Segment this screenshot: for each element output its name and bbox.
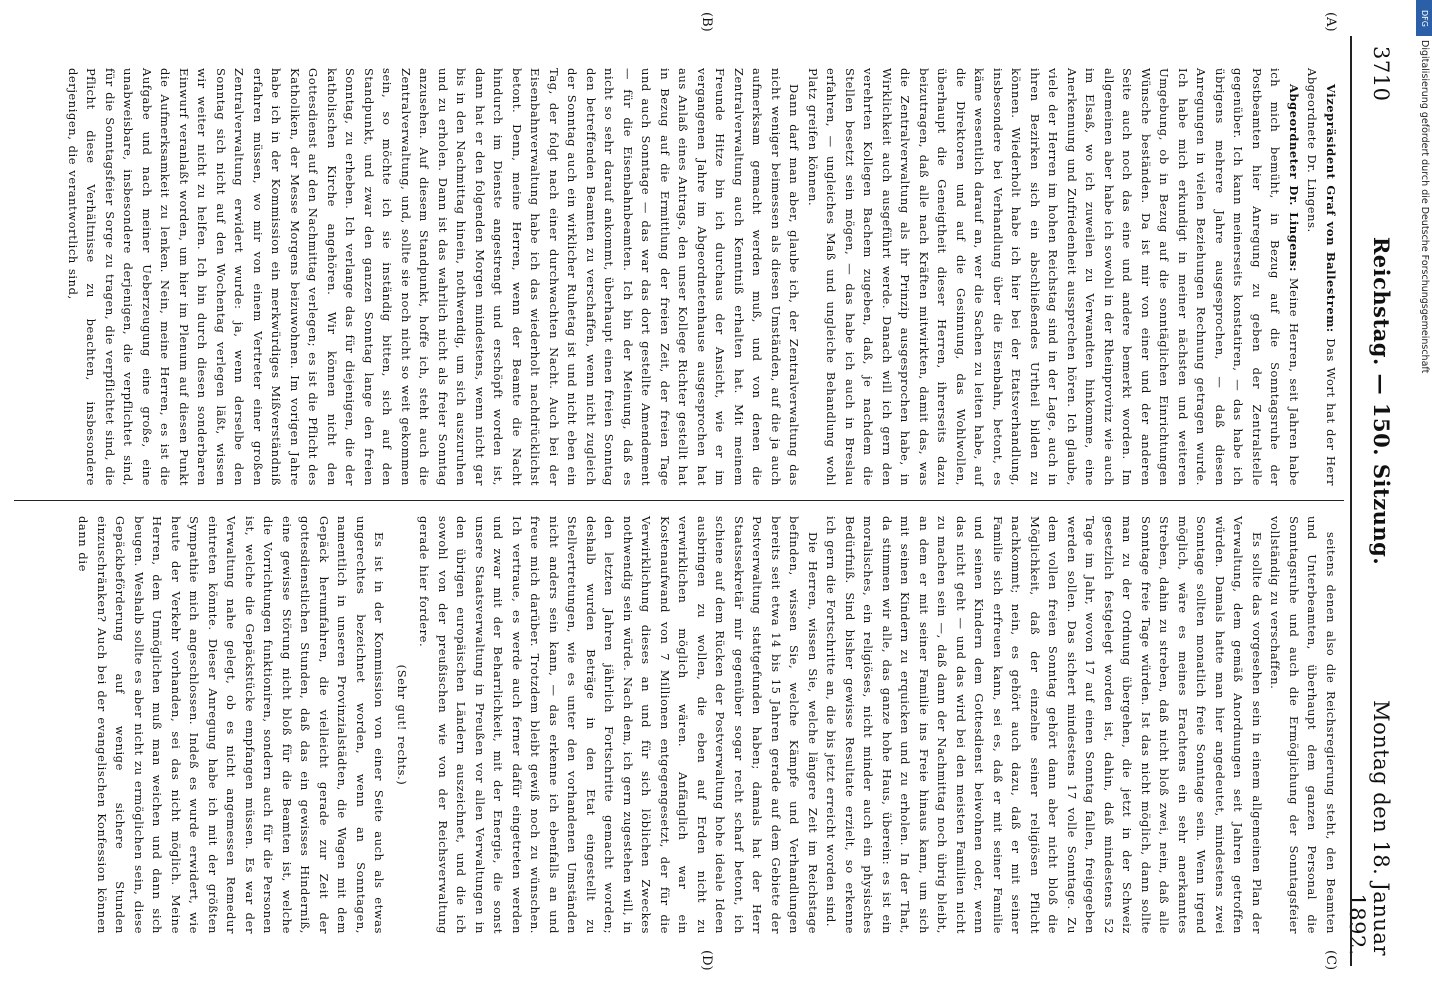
left-text-column	[64, 68, 1341, 486]
speaker-name: Vizepräsident Graf von Ballestrem:	[1324, 84, 1338, 333]
right-text-column	[74, 516, 1340, 934]
page-number: 3710	[1369, 46, 1393, 102]
paragraph-text: Es ist in der Kommission von einer Seite auch als etwas ungerechtes bezeichnet worden, wenn an Sonntagen, namentlich in unseren Provinzialstädten, die Wagen mit dem Gepäck herumfahren, die vielleicht gerade zur Zeit der gottesdienstlichen Stunden, daß das ein gewisses Hinderniß, eine gewisse Störung nicht bloß für die Beamten ist, welche die Vorrichtungen funktioniren, sondern auch für die Personen ist, welche die Gepäckstücke empfangen müssen. Es war der Verwaltung nahe gelegt, ob es nicht angemessen Remedur eintreten könnte. Dieser Anregung habe ich mit der größten Sympathie mich angeschlossen. Indeß es wurde erwidert, wie heute der Verkehr vorhanden, sei das nicht möglich. Meine Herren, dem Unmöglichen muß man weichen und dann sich beugen. Weshalb sollte es aber nicht zu ermöglichen sein, diese Gepäckbeförderung auf wenige sichere Stunden einzuschränken? Auch bei der evangelischen Konfession können dann die	[76, 516, 387, 934]
paragraph-text: (Sehr gut! rechts.)	[395, 664, 409, 786]
paragraph	[804, 68, 1304, 486]
digitization-notice-text: Digitalisierung gefördert durch die Deutsche Forschungsgemeinschaft	[1419, 40, 1430, 374]
digitization-notice	[1416, 40, 1432, 1000]
paragraph	[822, 516, 1266, 934]
paragraph-text: Die Herren, wissen Sie, welche längere Zeit im Reichstage befinden, wissen Sie, welche Kämpfe und Verhandlungen bereits seit etwa 14 bis 15 Jahren gerade auf dem Gebiete der Postverwaltung stattgefunden haben; damals hat der Herr Staatssekretär mir gegenüber sogar recht scharf betont, ich schiene auf dem Rücken der Postverwaltung hohe ideale Ideen ausbringen zu wollen, die eben auf Erden nicht zu verwirklichen möglich wären. Anfänglich war ein Kostenaufwand von 7 Millionen entgegengesetzt, der für die Verwirklichung dieses an und für sich löblichen Zweckes nothwendig sein würde. Nach dem, ich gern zugestehen will, in den letzten Jahren jährlich Fortschritte gemacht worden; deshalb wurden Beträge in den Etat eingestellt zu Stellvertretungen, wie es unter den vorhandenen Umständen nicht anders sein kann, — das erkenne ich ebenfalls an und freue mich darüber. Trotzdem bleibt gewiß noch zu wünschen. Ich vertraue, es werde auch ferner dafür eingetreten werden und zwar mit der Beharrlichkeit, mit der Energie, die sonst unsere Staatsverwaltung in Preußen vor allen Verwaltungen in den übrigen europäischen Ländern auszeichnet, und die ich sowohl von der preußischen wie von der Reichsverwaltung gerade hier fordere.	[417, 516, 820, 934]
speaker-name: Abgeordneter Dr. Lingens:	[1287, 84, 1301, 272]
paragraph-text: seitens denen also die Reichsregierung steht, den Beamten und Unterbeamten, überhaupt dem ganzen Personal die Sonntagsruhe und auch die Ermöglichung der Sonntagsfeier vollständig zu verschaffen.	[1268, 516, 1338, 934]
session-date: Montag den 18. Januar 1892.	[1345, 700, 1393, 956]
paragraph	[415, 516, 822, 934]
paragraph	[64, 68, 804, 486]
column-divider	[14, 500, 1344, 501]
dfg-logo-badge	[1416, 0, 1432, 36]
margin-marker-b: (B)	[699, 12, 714, 32]
paragraph	[74, 516, 389, 934]
page-header	[1345, 46, 1394, 956]
paragraph	[1266, 516, 1340, 934]
rotated-document-page	[0, 6, 1414, 996]
paragraph-text: Dann darf man aber, glaube ich, der Zentralverwaltung das nicht weniger beimessen als diesen Umständen, auf die ja auch aufmerksam gemacht werden muß, und von denen die Zentralverwaltung auch Kenntniß erhalten hat. Mit meinem Freunde Hitze bin ich durchaus der Ansicht, wie er im vergangenen Jahre im Abgeordnetenhause ausgesprochen hat aus Anlaß eines Antrags, den unser Kollege Richter gestellt hat in Bezug auf die Ermittlung der freien Zeit, der freien Tage und auch Sonntage — das war das dort gestellte Amendement — für die Eisenbahnbeamten. Ich bin der Meinung, daß es nicht so sehr darauf ankommt, überhaupt einen freien Sonntag den betreffenden Beamten zu verschaffen, wenn nicht zugleich der Sonntag auch ein wirklicher Ruhetag ist und nicht eben ein Tag, der folgt nach einer durchwachten Nacht. Auch bei der Eisenbahnverwaltung habe ich das wiederholt nachdrücklichst betont. Denn, meine Herren, wenn der Beamte die Nacht hindurch im Dienste angestrengt und erschöpft worden ist, dann hat er den folgenden Morgen mindestens, wenn nicht gar bis in den Nachmittag hinein, nothwendig, um sich auszuruhen und zu erholen. Dann ist das wahrlich nicht als freier Sonntag anzusehen. Auf diesem Standpunkt, hoffe ich, steht auch die Zentralverwaltung, und, sollte sie noch nicht so weit gekommen sein, so möchte ich sie inständig bitten, sich auf den Standpunkt, und zwar den ganzen Sonntag lange den freien Sonntag, zu erheben. Ich verlange das für diejenigen, die der katholischen Kirche angehören. Wir können nicht den Gottesdienst auf den Nachmittag verlegen; es ist die Pflicht des Katholiken, der Messe Morgens beizuwohnen. Im vorigen Jahre habe ich in der Kommission ein merkwürdiges Mißverständniß erfahren müssen, wo mir von einem Vertreter einer großen Zentralverwaltung erwidert wurde: ja, wenn derselbe den Sonntag sich nicht auf den Wochentag verlegen läßt, wissen wir weiter nicht zu helfen. Ich bin durch diesen sonderbaren Einwurf veranlaßt worden, um hier im Plenum auf diesen Punkt die Aufmerksamkeit zu lenken. Nein, meine Herren, es ist die Aufgabe und nach meiner Ueberzeugung eine große, eine unabweisbare, insbesondere derjenigen, die verpflichtet sind, für die Sonntagsfeier Sorge zu tragen, die verpflichtet sind, die Pflicht diese Verhältnisse zu beachten, insbesondere derjenigen, die verantwortlich sind,	[66, 68, 802, 486]
margin-marker-c: (C)	[1323, 950, 1338, 971]
header-rule	[1350, 36, 1352, 966]
paragraph-text: Es sollte das vorgesehen sein in einem allgemeinen Plan der Verwaltung, dem gemäß Anordnungen seit Jahren getroffen würden. Damals hatte man hier angedeutet, mindestens zwei Sonntage sollten monatlich freie Sonntage sein. Wenn irgend möglich, wäre es meines Erachtens ein sehr anerkanntes Streben, dahin zu streben, daß nicht bloß zwei, nein, daß alle Sonntage freie Tage würden. Ist das nicht möglich, dann sollte man zu der Ordnung übergehen, die jetzt in der Schweiz gesetzlich festgelegt worden ist, dahin, daß mindestens 52 Tage im Jahr, wovon 17 auf einen Sonntag fallen, freigegeben werden sollen. Das sichert mindestens 17 volle Sonntage. Zu dem vollen freien Sonntag gehört dann aber nicht bloß die Möglichkeit, daß der einzelne seiner religiösen Pflicht nachkommt; nein, es gehört auch dazu, daß er mit seiner Familie sich erfreuen kann, sei es, daß er mit seiner Familie und seinen Kindern dem Gottesdienst beiwohnen oder, wenn das nicht geht — und das wird bei den meisten Familien nicht zu machen sein —, daß dann der Nachmittag noch übrig bleibt, an dem er mit seiner Familie ins Freie hinaus kann, um sich mit seinen Kindern zu erquicken und zu erholen. In der That, da stimmen wir alle, das ganze hohe Haus, überein: es ist ein moralisches, ein religiöses, nicht minder auch ein physisches Bedürfniß. Sind bisher gewisse Resultate erzielt, so erkenne ich gern die Fortschritte an, die bis jetzt erreicht worden sind.	[824, 516, 1264, 934]
paragraph-text: Meine Herren, seit Jahren habe ich mich bemüht, in Bezug auf die Sonntagsruhe der Postbeamten hier Anregung zu geben der Zentralstelle gegenüber. Ich kann meinerseits konstatiren, — das habe ich übrigens mehrere Jahre ausgesprochen, — daß diesen Anregungen in vielen Beziehungen Rechnung getragen wurde. Ich habe mich erkundigt in meiner nächsten und weiteren Umgebung, ob in Bezug auf die sonntäglichen Einrichtungen Wünsche beständen. Da ist mir von einer und der anderen Seite auch noch das eine und andere bemerkt worden. Im allgemeinen aber habe ich sowohl in der Rheinprovinz wie auch im Elsaß, wo ich zuweilen zu Verwandten hinkomme, eine Anerkennung und Zufriedenheit aussprechen hören. Ich glaube, viele der Herren im hohen Reichstag sind in der Lage, auch in ihren Bezirken sich ein abschließendes Urtheil bilden zu können. Wiederholt habe ich hier bei der Etatsverhandlung, insbesondere bei Verhandlung über die Eisenbahn, betont, es käme wesentlich darauf an, wer die Sachen zu leiten habe, auf die Direktoren und auf die Gesinnung, das Wohlwollen, überhaupt die Geneigtheit dieser Herren, ihrerseits dazu beizutragen, daß alle nach Kräften mitwirkten, damit das, was die Zentralverwaltung als ihr Prinzip ausgesprochen habe, in Wirklichkeit auch ausgeführt werde. Danach will ich gern den verehrten Kollegen Bachem zugeben, daß, je nachdem die Stellen besetzt sein mögen, — das habe ich auch in Breslau erfahren, — ungleiches Maß und ungleiche Behandlung wohl Platz greifen können.	[806, 68, 1301, 487]
paragraph	[1303, 68, 1340, 486]
paragraph-text: Das Wort hat der Herr Abgeordnete Dr. Lingens.	[1305, 68, 1338, 486]
margin-marker-d: (D)	[699, 950, 714, 971]
session-title: Reichstag. — 150. Sitzung.	[1369, 236, 1394, 566]
dfg-badge-label: DFG	[1419, 9, 1429, 27]
margin-marker-a: (A)	[1323, 12, 1338, 32]
paragraph	[393, 516, 412, 934]
